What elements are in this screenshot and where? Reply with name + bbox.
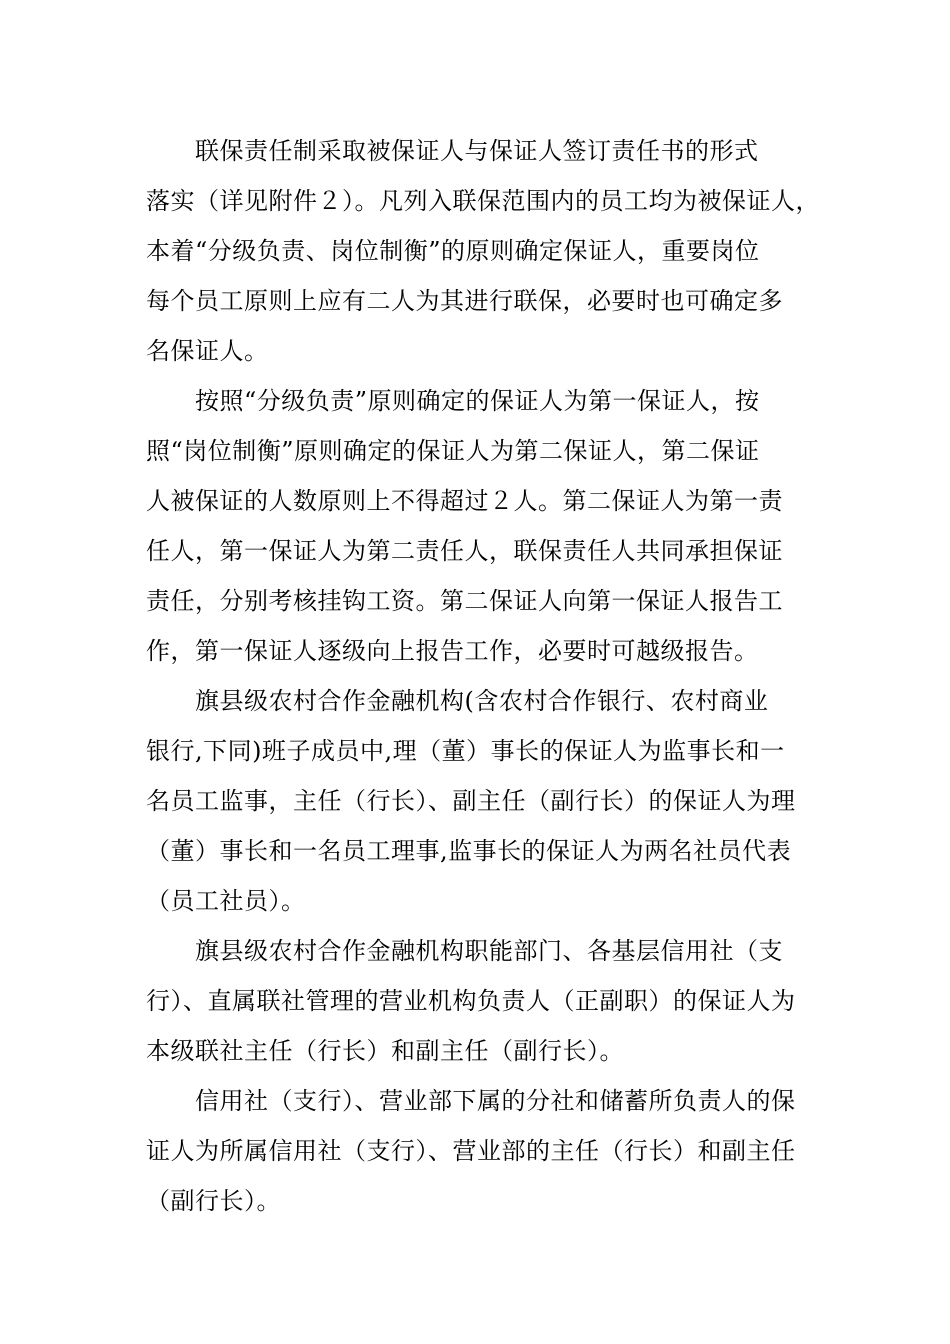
paragraph-5-line-3: （副行长）。 bbox=[146, 1187, 281, 1215]
paragraph-2-line-6: 作，第一保证人逐级向上报告工作，必要时可越级报告。 bbox=[146, 637, 759, 665]
paragraph-3-line-3: 名员工监事，主任（行长）、副主任（副行长）的保证人为理 bbox=[146, 787, 796, 815]
paragraph-1-line-1: 联保责任制采取被保证人与保证人签订责任书的形式 bbox=[195, 137, 759, 165]
paragraph-1-line-5: 名保证人。 bbox=[146, 337, 269, 365]
paragraph-2-line-3: 人被保证的人数原则上不得超过２人。第二保证人为第一责 bbox=[146, 487, 783, 515]
paragraph-4-line-2: 行）、直属联社管理的营业机构负责人（正副职）的保证人为 bbox=[146, 987, 796, 1015]
paragraph-5-line-2: 证人为所属信用社（支行）、营业部的主任（行长）和副主任 bbox=[146, 1137, 796, 1165]
paragraph-2-line-2: 照“岗位制衡”原则确定的保证人为第二保证人，第二保证 bbox=[146, 437, 760, 465]
paragraph-2-line-5: 责任，分别考核挂钩工资。第二保证人向第一保证人报告工 bbox=[146, 587, 783, 615]
paragraph-3-line-2: 银行,下同)班子成员中,理（董）事长的保证人为监事长和一 bbox=[146, 737, 785, 765]
paragraph-2-line-4: 任人，第一保证人为第二责任人，联保责任人共同承担保证 bbox=[146, 537, 783, 565]
paragraph-3-line-1: 旗县级农村合作金融机构(含农村合作银行、农村商业 bbox=[195, 687, 769, 715]
paragraph-4-line-3: 本级联社主任（行长）和副主任（副行长）。 bbox=[146, 1037, 624, 1065]
paragraph-4-line-1: 旗县级农村合作金融机构职能部门、各基层信用社（支 bbox=[195, 937, 783, 965]
paragraph-1-line-3: 本着“分级负责、岗位制衡”的原则确定保证人，重要岗位 bbox=[146, 237, 760, 265]
paragraph-1-line-4: 每个员工原则上应有二人为其进行联保，必要时也可确定多 bbox=[146, 287, 783, 315]
paragraph-3-line-4: （董）事长和一名员工理事,监事长的保证人为两名社员代表 bbox=[146, 837, 792, 865]
paragraph-1-line-2: 落实（详见附件２）。凡列入联保范围内的员工均为被保证人， bbox=[146, 187, 820, 215]
paragraph-2-line-1: 按照“分级负责”原则确定的保证人为第一保证人，按 bbox=[195, 387, 760, 415]
paragraph-5-line-1: 信用社（支行）、营业部下属的分社和储蓄所负责人的保 bbox=[195, 1087, 796, 1115]
paragraph-3-line-5: （员工社员）。 bbox=[146, 887, 306, 915]
